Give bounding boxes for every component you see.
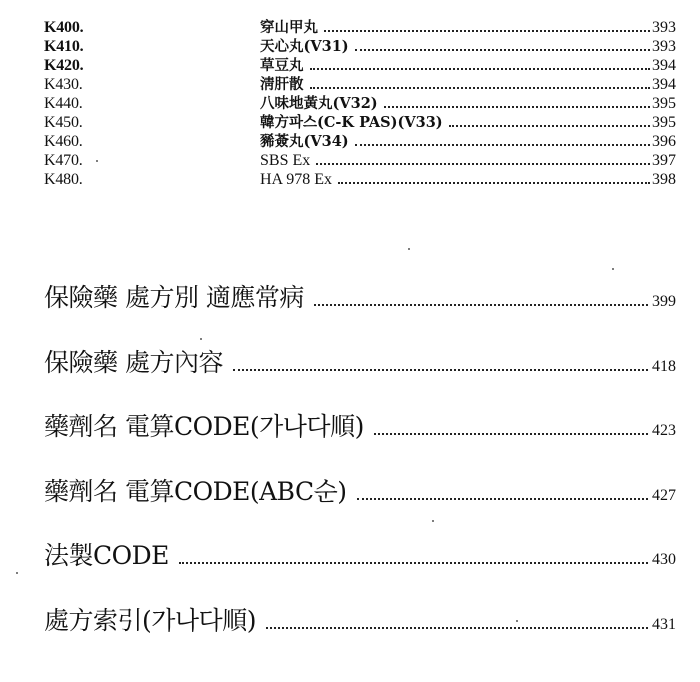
entry-page: 394 <box>652 76 676 93</box>
entry-code: K420. <box>44 57 84 74</box>
list-item <box>44 282 676 314</box>
entry-title: 法製CODE <box>44 541 169 570</box>
entry-title: HA 978 Ex <box>260 171 332 188</box>
entry-page: 431 <box>652 615 676 633</box>
dot-leader <box>384 105 650 108</box>
entry-title: 保險藥 處方內容 <box>44 347 223 377</box>
dot-leader <box>310 67 651 70</box>
scan-speck <box>96 160 98 162</box>
dot-leader <box>355 48 650 51</box>
entry-page: 395 <box>652 114 676 131</box>
list-item <box>44 540 676 572</box>
list-item <box>44 347 676 379</box>
list-item <box>44 56 676 75</box>
entry-page: 397 <box>652 152 676 169</box>
dot-leader <box>179 561 648 564</box>
dot-leader <box>233 368 648 371</box>
entry-page: 396 <box>652 133 676 150</box>
list-item <box>44 132 676 151</box>
list-item <box>44 75 676 94</box>
dot-leader <box>357 497 648 500</box>
entry-page: 399 <box>652 293 676 310</box>
list-item <box>44 18 676 37</box>
entry-title: 淸肝散 <box>260 76 304 93</box>
entry-leader <box>260 75 676 94</box>
scan-speck <box>612 268 614 270</box>
list-item <box>44 411 676 443</box>
scan-speck <box>16 572 18 574</box>
entry-leader <box>260 151 676 170</box>
entry-leader <box>260 113 676 132</box>
entry-leader <box>260 56 676 75</box>
list-item <box>44 605 676 637</box>
entry-title: 穿山甲丸 <box>260 19 318 36</box>
entry-title: SBS Ex <box>260 152 311 169</box>
dot-leader <box>314 303 648 306</box>
entry-code: K440. <box>44 95 83 112</box>
entry-page: 394 <box>652 57 676 74</box>
scan-speck <box>516 620 518 622</box>
entry-title: 韓方파스(C-K PAS)(V33) <box>260 114 443 131</box>
entry-page: 418 <box>652 357 676 375</box>
dot-leader <box>310 86 651 89</box>
small-entry-list <box>44 18 676 189</box>
entry-code: K460. <box>44 133 83 150</box>
entry-leader <box>260 37 676 56</box>
dot-leader <box>338 181 650 184</box>
dot-leader <box>355 143 650 146</box>
entry-title: 處方索引(가나다順) <box>44 605 256 635</box>
list-item <box>44 170 676 189</box>
dot-leader <box>374 432 648 435</box>
entry-page: 430 <box>652 551 676 568</box>
entry-leader <box>260 170 676 189</box>
scan-speck <box>408 248 410 250</box>
dot-leader <box>324 29 650 32</box>
entry-code: K450. <box>44 114 83 131</box>
entry-leader <box>260 132 676 151</box>
list-item <box>44 151 676 170</box>
entry-page: 395 <box>652 95 676 112</box>
scan-speck <box>432 520 434 522</box>
scan-speck <box>200 338 202 340</box>
entry-code: K430. <box>44 76 83 93</box>
entry-title: 保險藥 處方別 適應常病 <box>44 283 304 312</box>
dot-leader <box>449 124 650 127</box>
entry-page: 427 <box>652 486 676 504</box>
list-item <box>44 476 676 508</box>
list-item <box>44 113 676 132</box>
list-item <box>44 94 676 113</box>
entry-code: K400. <box>44 19 84 36</box>
large-entry-list <box>44 282 676 669</box>
entry-page: 398 <box>652 171 676 188</box>
entry-leader <box>260 18 676 37</box>
dot-leader <box>266 626 648 629</box>
entry-title: 八味地黃丸(V32) <box>260 95 378 112</box>
entry-title: 天心丸(V31) <box>260 38 349 55</box>
entry-page: 423 <box>652 422 676 439</box>
entry-title: 藥劑名 電算CODE(가나다順) <box>44 412 364 441</box>
entry-page: 393 <box>652 38 676 55</box>
entry-page: 393 <box>652 19 676 36</box>
entry-title: 豨薟丸(V34) <box>260 133 349 150</box>
entry-title: 藥劑名 電算CODE(ABC순) <box>44 476 347 506</box>
entry-leader <box>260 94 676 113</box>
entry-code: K410. <box>44 38 84 55</box>
dot-leader <box>316 162 650 165</box>
entry-title: 草豆丸 <box>260 57 304 74</box>
entry-code: K470. <box>44 152 83 169</box>
entry-code: K480. <box>44 171 83 188</box>
list-item <box>44 37 676 56</box>
